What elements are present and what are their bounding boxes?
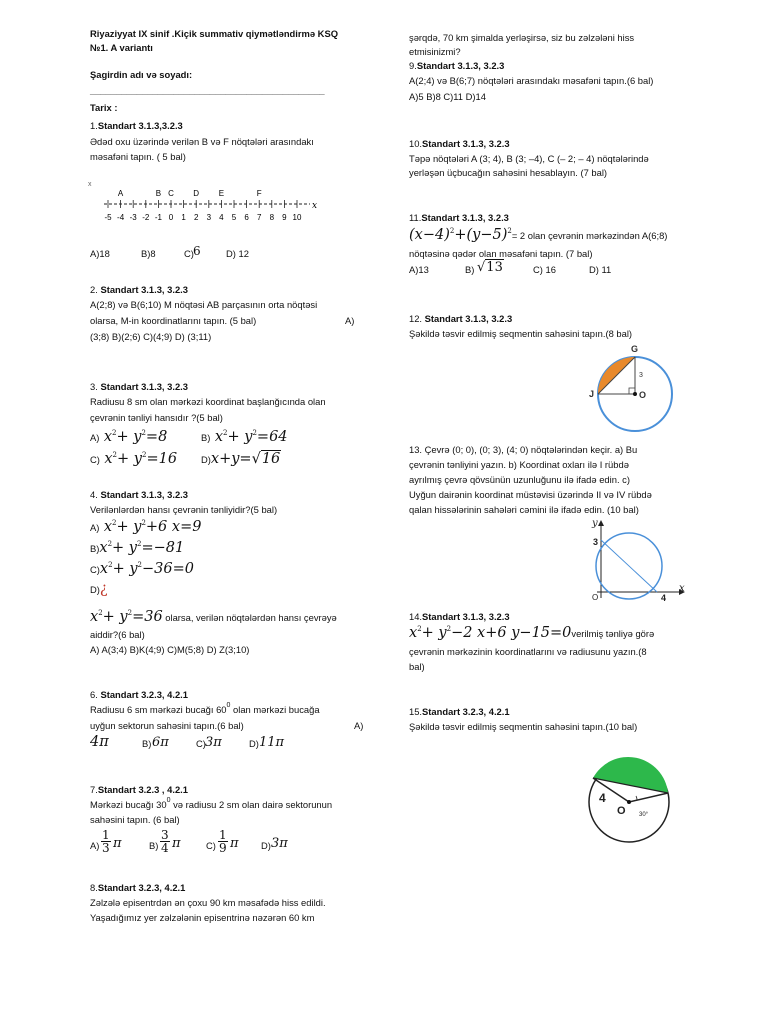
- q11-option-d: D) 11: [589, 264, 612, 275]
- number-line-tick-label: -5: [104, 213, 112, 222]
- title-line-1: Riyaziyyat IX sinif .Kiçik summativ qiymətləndirmə KSQ: [90, 28, 339, 39]
- q13-label-x: x: [679, 583, 685, 594]
- q1-option-c: C): [184, 248, 194, 259]
- q3-option-c: C) $x^2+ y^2=16$: [90, 451, 178, 467]
- q1-heading: 1.Standart 3.1.3,3.2.3: [90, 120, 183, 131]
- q12-label-j: J: [589, 389, 595, 399]
- number-line-tick-label: 5: [231, 213, 237, 222]
- q3-option-b: B) $x^2+ y^2=64$: [201, 429, 288, 445]
- q10-text-2: yerləşən üçbucağın sahəsini hesablayın. (7 bal): [409, 167, 608, 178]
- q8-text-2: Yaşadığımız yer zəlzələnin episentrinə nəzərən 60 km: [90, 912, 315, 923]
- q13-circle-figure: [587, 518, 687, 604]
- q12-label-radius: 3: [639, 372, 643, 379]
- svg-text:x: x: [88, 181, 92, 188]
- q4-option-b: $B)x^2+ y^2=-81$: [90, 540, 185, 556]
- date-label: Tarix :: [90, 102, 118, 113]
- q1-option-a: A)18: [90, 248, 110, 259]
- q13-text-2: çevrənin tənliyini yazın. b) Koordinat oxları ilə I rübdə: [409, 459, 629, 470]
- q9-heading: 9.Standart 3.1.3, 3.2.3: [409, 60, 505, 71]
- q13-label-o: O: [592, 593, 599, 602]
- q4-text-1: Verilənlərdən hansı çevrənin tənliyidir?(5 bal): [90, 504, 278, 515]
- q13-text-3: ayrılmış çevrə qövsünün uzunluğunu ilə ifadə edin. c): [409, 474, 630, 485]
- number-line-tick-label: 9: [282, 213, 287, 222]
- q5-options: A) A(3;4) B)K(4;9) C)M(5;8) D) Z(3;10): [90, 644, 250, 655]
- q7-options: A) $\frac{1}{3}$ π B) $\frac{3}{4}$ π C) $\frac{1}{9}$ π D) 3π: [90, 828, 288, 855]
- number-line-point-c: C: [168, 189, 174, 198]
- number-line-tick-label: 4: [219, 213, 224, 222]
- number-line-tick-label: -4: [117, 213, 125, 222]
- q2-option-a-label: A): [345, 315, 355, 326]
- number-line-tick-label: 2: [193, 213, 199, 222]
- q11-option-a: A)13: [409, 264, 429, 275]
- q4-option-a: A) $x^2+ y^2+6$ x=9: [90, 519, 202, 535]
- q8-text-3: şərqdə, 70 km şimalda yerləşirsə, siz bu zəlzələni hiss: [409, 32, 635, 43]
- q15-label-angle: 30°: [639, 812, 649, 818]
- q14-text-2: çevrənin mərkəzinin koordinatlarını və radiusunu yazın.(8: [409, 646, 647, 657]
- number-line-tick-label: 10: [292, 213, 302, 222]
- q12-label-o: O: [639, 390, 647, 400]
- q9-text-1: A(2;4) və B(6;7) nöqtələri arasındakı məsafəni tapın.(6 bal): [409, 75, 654, 86]
- q10-heading: 10.Standart 3.1.3, 3.2.3: [409, 138, 510, 149]
- q4-heading: 4. Standart 3.1.3, 3.2.3: [90, 489, 188, 500]
- q13-text-1: 13. Çevrə (0; 0), (0; 3), (4; 0) nöqtələrindən keçir. a) Bu: [409, 444, 638, 455]
- q13-label-y: y: [592, 518, 598, 529]
- q5-equation-line: $x^2+ y^2=36$ olarsa, verilən nöqtələrdən hansı çevrəyə: [90, 609, 337, 625]
- number-line-point-d: D: [193, 189, 200, 198]
- q8-heading: 8.Standart 3.2.3, 4.2.1: [90, 882, 186, 893]
- q15-label-4: 4: [599, 791, 606, 805]
- q11-heading: 11.Standart 3.1.3, 3.2.3: [409, 212, 509, 223]
- q1-text-1: Ədəd oxu üzərində verilən B və F nöqtələri arasındakı: [90, 136, 314, 147]
- number-line-x-label: x: [312, 201, 318, 211]
- number-line-tick-label: 0: [168, 213, 174, 222]
- q3-option-a: A) $x^2+ y^2=8$: [90, 429, 168, 445]
- q6-text-2: uyğun sektorun sahəsini tapın.(6 bal): [90, 720, 244, 731]
- q2-text-2: olarsa, M-in koordinatlarını tapın. (5 bal): [90, 315, 257, 326]
- q13-label-4: 4: [661, 593, 667, 603]
- q14-heading: 14.Standart 3.1.3, 3.2.3: [409, 611, 510, 622]
- number-line-tick-label: 1: [181, 213, 186, 222]
- q1-text-2: məsafəni tapın. ( 5 bal): [90, 151, 186, 162]
- q3-text-1: Radiusu 8 sm olan mərkəzi koordinat başlanğıcında olan: [90, 396, 326, 407]
- q6-text-1: Radiusu 6 sm mərkəzi bucağı $60^0$ olan mərkəzi bucağa: [90, 702, 320, 715]
- q2-options: (3;8) B)(2;6) C)(4;9) D) (3;11): [90, 331, 212, 342]
- q7-heading: 7.Standart 3.2.3 , 4.2.1: [90, 784, 188, 795]
- number-line-point-a: A: [117, 189, 124, 198]
- q15-segment-figure: [577, 750, 677, 840]
- number-line-figure: [88, 178, 328, 240]
- q15-segment-fill: [593, 757, 668, 793]
- q13-text-4: Uyğun dairənin koordinat müstəvisi üzərində II və IV rübdə: [409, 489, 652, 500]
- q3-option-d: D)x+y=√16: [201, 451, 281, 467]
- q7-text-2: sahəsini tapın. (6 bal): [90, 814, 180, 825]
- student-name-label: Şagirdin adı və soyadı:: [90, 69, 193, 80]
- q8-text-1: Zəlzələ episentrdən ən çoxu 90 km məsafədə hiss edildi.: [90, 897, 326, 908]
- q6-heading: 6. Standart 3.2.3, 4.2.1: [90, 689, 188, 700]
- q4-option-d: D)¿: [90, 581, 108, 597]
- number-line-tick-label: -1: [154, 213, 162, 222]
- q11-option-b: B): [465, 264, 475, 275]
- q7-text-1: Mərkəzi bucağı $30^0$ və radiusu 2 sm olan dairə sektorunun: [90, 797, 333, 810]
- q14-equation-line: $x^2+ y^2-2$ x+6 y−15=0verilmiş tənliyə görə: [409, 625, 655, 641]
- number-line-tick-label: -2: [142, 213, 150, 222]
- number-line-point-e: E: [218, 189, 225, 198]
- q11-option-b-value: √13: [477, 260, 503, 275]
- q14-text-3: bal): [409, 661, 425, 672]
- q2-text-1: A(2;8) və B(6;10) M nöqtəsi AB parçasının orta nöqtəsi: [90, 299, 318, 310]
- q2-heading: 2. Standart 3.1.3, 3.2.3: [90, 284, 188, 295]
- q12-text-1: Şəkildə təsvir edilmiş seqmentin sahəsini tapın.(8 bal): [409, 328, 633, 339]
- number-line-tick-label: -3: [129, 213, 137, 222]
- q11-text-2: nöqtəsinə qədər olan məsafəni tapın. (7 bal): [409, 248, 593, 259]
- q15-text-1: Şəkildə təsvir edilmiş seqmentin sahəsini tapın.(10 bal): [409, 721, 638, 732]
- q10-text-1: Təpə nöqtələri A (3; 4), B (3; –4), C (– 2; – 4) nöqtələrində: [409, 153, 649, 164]
- q5-text-2: aiddir?(6 bal): [90, 629, 145, 640]
- number-line-tick-label: 7: [256, 213, 262, 222]
- q11-equation-line: $(x-4)^2+(y-5)^2= 2$ olan çevrənin mərkəzindən A(6;8): [409, 227, 668, 243]
- q1-option-b: B)8: [141, 248, 156, 259]
- number-line-tick-label: 6: [244, 213, 249, 222]
- student-name-line: _____________________________________________: [90, 85, 325, 96]
- q6-option-a-label: A): [354, 720, 364, 731]
- title-line-2: №1. A variantı: [90, 42, 153, 53]
- q13-label-3: 3: [593, 537, 599, 547]
- q1-option-c-value: 6: [193, 244, 201, 258]
- q1-option-d: D) 12: [226, 248, 249, 259]
- q15-label-o: O: [617, 805, 626, 817]
- q13-text-5: qalan hissələrinin sahələri cəmini ilə ifadə edin. (10 bal): [409, 504, 639, 515]
- q11-option-c: C) 16: [533, 264, 556, 275]
- q12-heading: 12. Standart 3.1.3, 3.2.3: [409, 313, 513, 324]
- q3-text-2: çevrənin tənliyi hansıdır ?(5 bal): [90, 412, 223, 423]
- q4-option-c: $C)x^2+ y^2-36=0$: [90, 561, 194, 577]
- q9-options: A)5 B)8 C)11 D)14: [409, 91, 486, 102]
- number-line-point-f: F: [256, 189, 262, 198]
- q15-heading: 15.Standart 3.2.3, 4.2.1: [409, 706, 510, 717]
- number-line-point-b: B: [155, 189, 162, 198]
- q3-heading: 3. Standart 3.1.3, 3.2.3: [90, 381, 188, 392]
- q11-options: [409, 260, 689, 280]
- number-line-tick-label: 3: [206, 213, 212, 222]
- q12-label-g: G: [631, 344, 639, 354]
- number-line-tick-label: 8: [269, 213, 275, 222]
- q8-text-4: etmisinizmi?: [409, 46, 461, 57]
- q12-segment-figure: [589, 340, 683, 430]
